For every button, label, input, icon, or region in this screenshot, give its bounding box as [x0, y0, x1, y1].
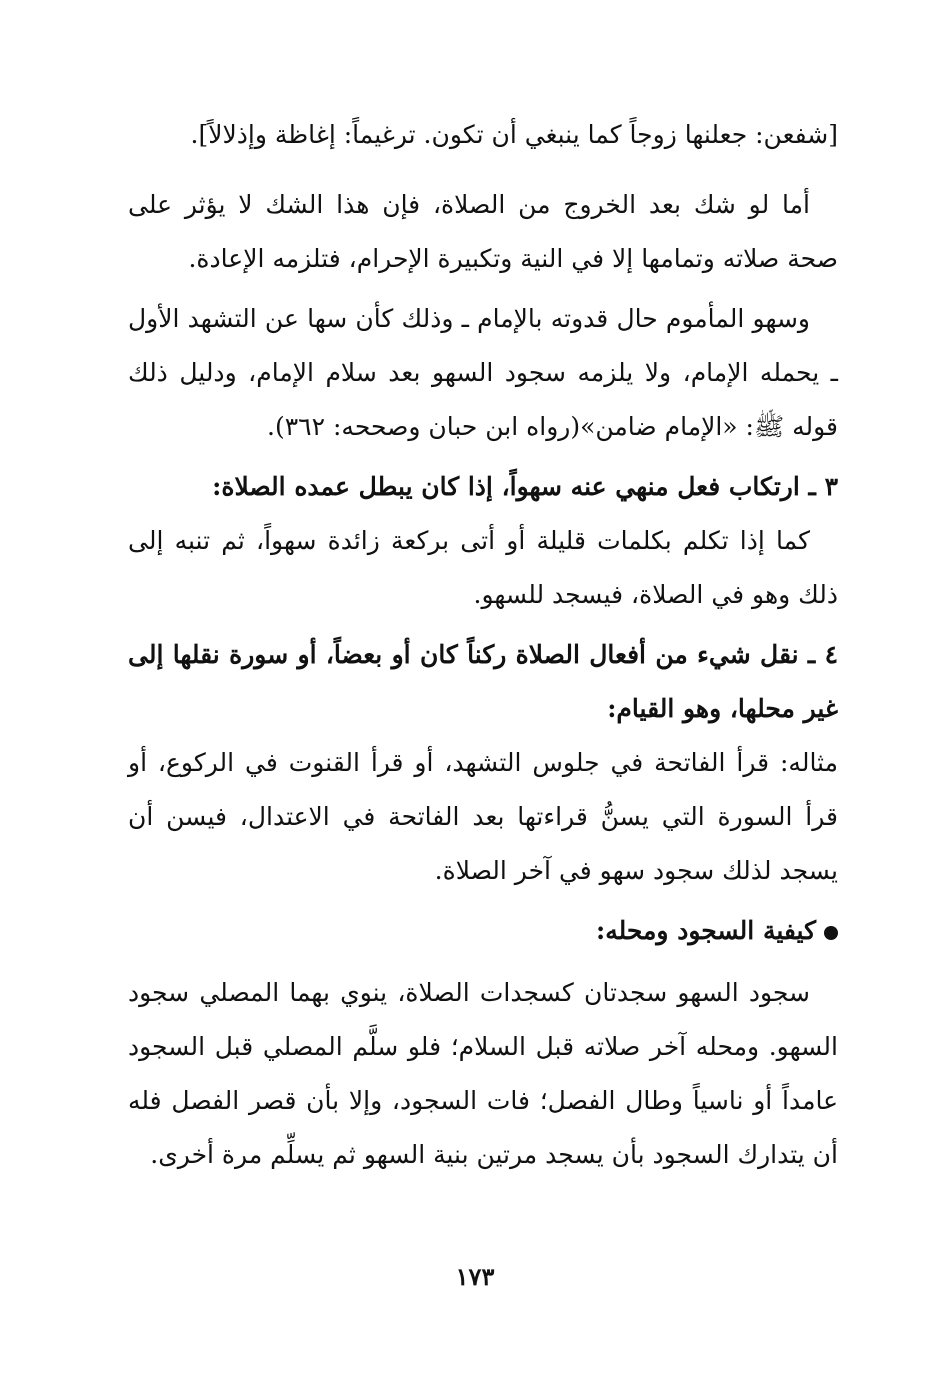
prostration-method-paragraph: سجود السهو سجدتان كسجدات الصلاة، ينوي بهما المصلي سجود السهو. ومحله آخر صلاته قبل السلام؛ فلو سلَّم المصلي قبل السجود عامداً أو ناسياً وطال الفصل؛ فات السجود، وإلا بأن قصر الفصل فله أن يتدارك السجود بأن يسجد مرتين بنية السهو ثم يسلِّم مرة أخرى.	[128, 978, 838, 1169]
spacer	[128, 168, 838, 178]
doubt-after-prayer-paragraph: أما لو شك بعد الخروج من الصلاة، فإن هذا الشك لا يؤثر على صحة صلاته وتمامها إلا في النية وتكبيرة الإحرام، فتلزمه الإعادة.	[128, 190, 838, 273]
page-body	[128, 108, 838, 1188]
follower-forgetfulness-paragraph: وسهو المأموم حال قدوته بالإمام ـ وذلك كأن سها عن التشهد الأول ـ يحمله الإمام، ولا يلزمه سجود السهو بعد سلام الإمام، ودليل ذلك قوله ﷺ: «الإمام ضامن»(رواه ابن حبان وصححه: ٣٦٢).	[128, 304, 838, 441]
bullet-heading-text: كيفية السجود ومحله:	[595, 916, 816, 945]
section-4-example-paragraph: مثاله: قرأ الفاتحة في جلوس التشهد، أو قرأ القنوت في الركوع، أو قرأ السورة التي يسنُّ قراءتها بعد الفاتحة في الاعتدال، فيسن أن يسجد لذلك سجود سهو في آخر الصلاة.	[128, 748, 838, 885]
section-heading-4: ٤ ـ نقل شيء من أفعال الصلاة ركناً كان أو بعضاً، أو سورة نقلها إلى غير محلها، وهو القيام:	[128, 640, 838, 723]
section-3-example-paragraph: كما إذا تكلم بكلمات قليلة أو أتى بركعة زائدة سهواً، ثم تنبه إلى ذلك وهو في الصلاة، فيسجد للسهو.	[128, 526, 838, 609]
section-heading-3: ٣ ـ ارتكاب فعل منهي عنه سهواً، إذا كان يبطل عمده الصلاة:	[212, 472, 838, 501]
bullet-dot-icon	[824, 926, 838, 940]
bullet-heading	[128, 904, 838, 958]
bracket-gloss-paragraph: [شفعن: جعلنها زوجاً كما ينبغي أن تكون. ترغيماً: إغاظة وإذلالاً].	[190, 120, 838, 149]
page-number: ١٧٣	[455, 1262, 495, 1291]
